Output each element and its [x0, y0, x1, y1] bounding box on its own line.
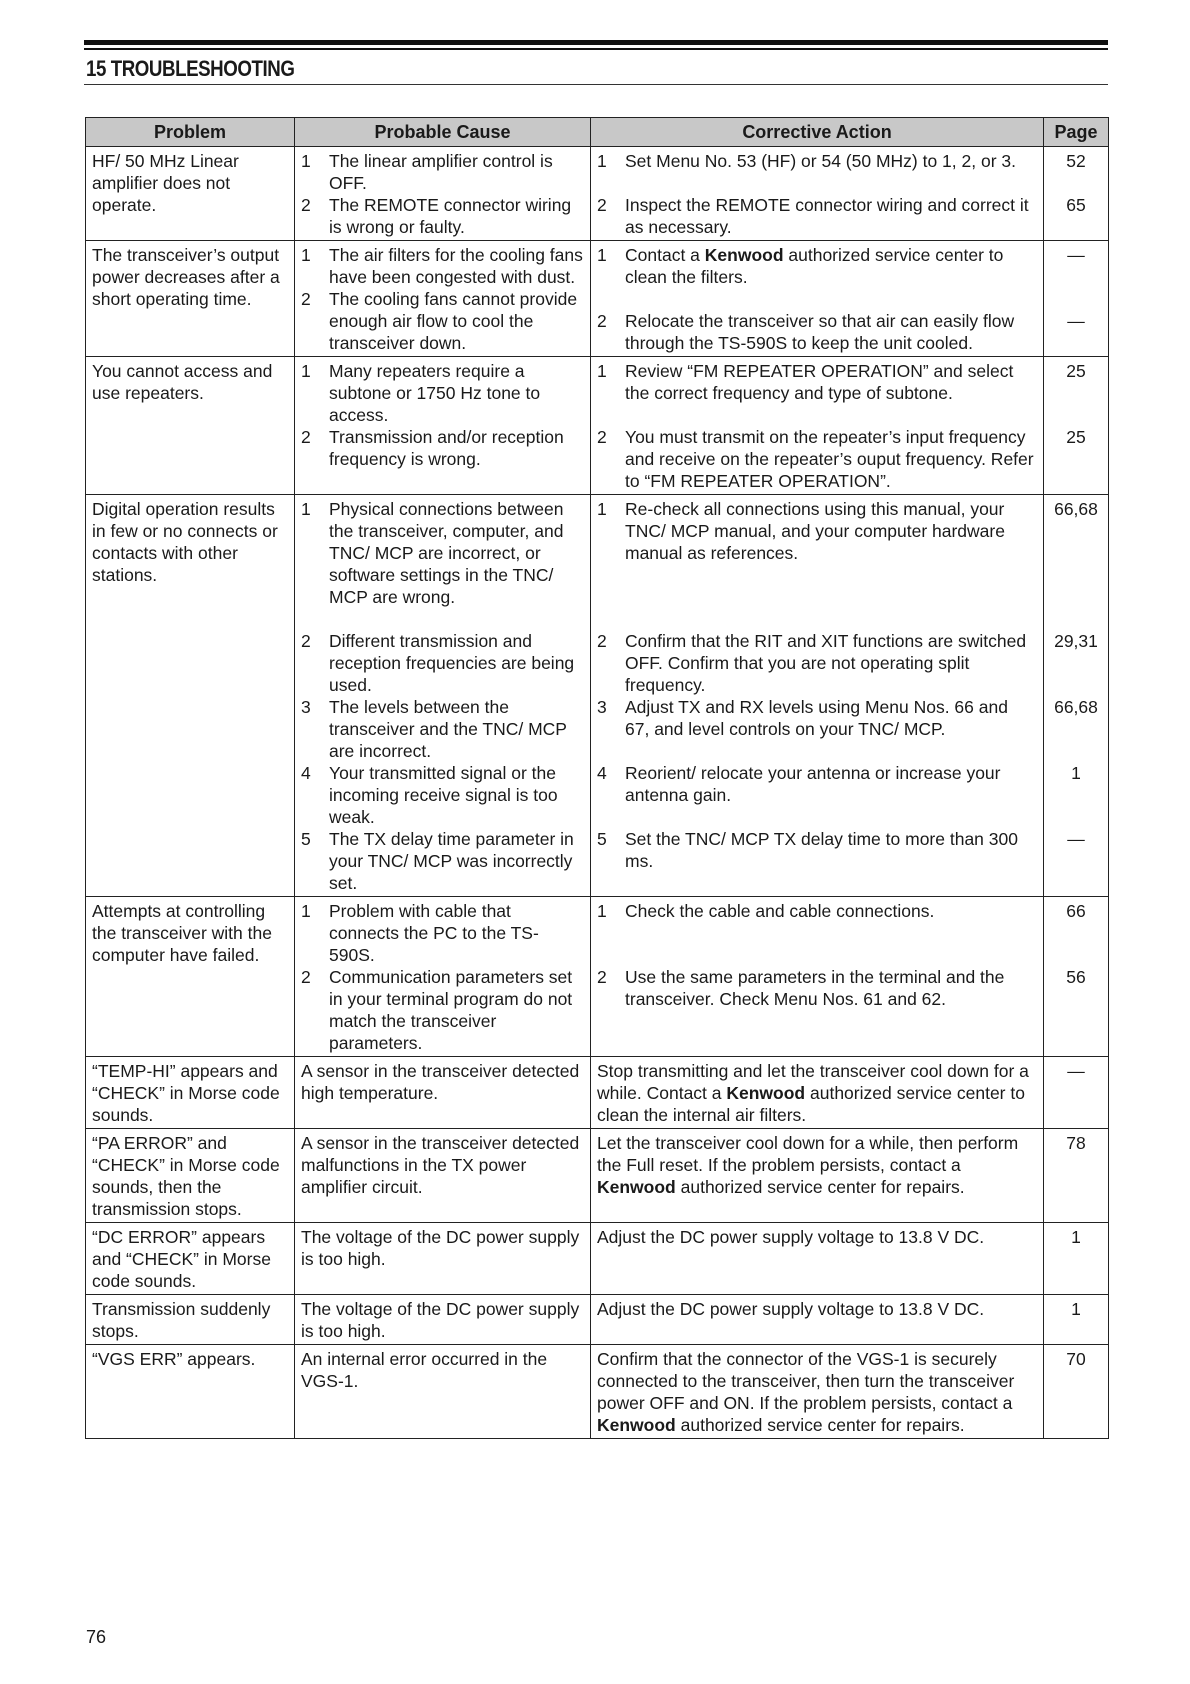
page-ref: 66 — [1066, 901, 1086, 921]
item-text: Inspect the REMOTE connector wiring and correct it as necessary. — [625, 195, 1029, 237]
cause-cell: The voltage of the DC power supply is too high. — [295, 1295, 591, 1345]
item-number: 4 — [597, 763, 607, 783]
table-row — [86, 1345, 1109, 1439]
table-header-row — [86, 118, 1109, 147]
item-number: 2 — [301, 631, 311, 651]
text-run: Stop transmitting and let the transceiver cool down for a while. Contact a — [597, 1061, 1029, 1103]
action-item — [597, 360, 1037, 426]
action-cell: Adjust the DC power supply voltage to 13.8 V DC. — [591, 1295, 1044, 1345]
header-rule-thin — [84, 48, 1108, 50]
action-cell — [591, 1345, 1044, 1439]
action-item — [597, 696, 1037, 762]
cause-cell: A sensor in the transceiver detected high temperature. — [295, 1057, 591, 1129]
action-cell — [591, 897, 1044, 1057]
item-text: Use the same parameters in the terminal and the transceiver. Check Menu Nos. 61 and 62. — [625, 967, 1005, 1009]
item-text — [625, 244, 1037, 310]
page-cell: 70 — [1044, 1345, 1109, 1439]
cause-cell — [295, 147, 591, 241]
section-title: 15 TROUBLESHOOTING — [86, 56, 295, 81]
action-cell — [591, 1057, 1044, 1129]
item-text: Physical connections between the transceiver, computer, and TNC/ MCP are incorrect, or software settings in the TNC/ MCP are wrong. — [329, 499, 564, 607]
cause-item — [301, 194, 584, 238]
problem-cell: Attempts at controlling the transceiver with the computer have failed. — [86, 897, 295, 1057]
item-number: 2 — [301, 289, 311, 309]
item-text: Set Menu No. 53 (HF) or 54 (50 MHz) to 1, 2, or 3. — [625, 151, 1016, 171]
item-number: 5 — [301, 829, 311, 849]
cause-cell — [295, 241, 591, 357]
problem-cell: Digital operation results in few or no connects or contacts with other stations. — [86, 495, 295, 897]
item-number: 2 — [301, 427, 311, 447]
table-row — [86, 357, 1109, 495]
header-rule-thick — [84, 40, 1108, 45]
action-item — [597, 150, 1037, 194]
problem-cell: Transmission suddenly stops. — [86, 1295, 295, 1345]
page-cell: 78 — [1044, 1129, 1109, 1223]
table-row — [86, 495, 1109, 897]
page-cell: — — [1044, 1057, 1109, 1129]
cause-item — [301, 762, 584, 828]
action-cell — [591, 147, 1044, 241]
text-run: authorized service center for repairs. — [675, 1177, 965, 1197]
item-text: Relocate the transceiver so that air can easily flow through the TS-590S to keep the unit cooled. — [625, 311, 1015, 353]
table-row — [86, 1057, 1109, 1129]
page-ref: 66,68 — [1054, 499, 1098, 519]
item-number: 1 — [301, 499, 311, 519]
item-number: 5 — [597, 829, 607, 849]
action-item — [597, 828, 1037, 872]
cause-cell: The voltage of the DC power supply is too high. — [295, 1223, 591, 1295]
column-header-probable-cause: Probable Cause — [295, 118, 591, 147]
cause-item — [301, 498, 584, 630]
table-row — [86, 241, 1109, 357]
column-header-page: Page — [1044, 118, 1109, 147]
problem-cell: “VGS ERR” appears. — [86, 1345, 295, 1439]
item-number: 2 — [597, 195, 607, 215]
table-row — [86, 897, 1109, 1057]
page-ref: — — [1067, 311, 1085, 331]
action-item — [597, 244, 1037, 310]
cause-item — [301, 828, 584, 894]
troubleshooting-table — [85, 117, 1109, 1439]
item-number: 1 — [597, 901, 607, 921]
item-number: 2 — [597, 967, 607, 987]
action-item — [597, 900, 1037, 966]
action-cell — [591, 357, 1044, 495]
item-text: Your transmitted signal or the incoming receive signal is too weak. — [329, 763, 558, 827]
problem-cell: “TEMP-HI” appears and “CHECK” in Morse code sounds. — [86, 1057, 295, 1129]
page-ref: 29,31 — [1054, 631, 1098, 651]
text-run: authorized service center for repairs. — [675, 1415, 965, 1435]
cause-cell: An internal error occurred in the VGS-1. — [295, 1345, 591, 1439]
item-number: 2 — [597, 631, 607, 651]
item-text: The cooling fans cannot provide enough air flow to cool the transceiver down. — [329, 289, 578, 353]
page-ref: 56 — [1066, 967, 1086, 987]
problem-cell: The transceiver’s output power decreases after a short operating time. — [86, 241, 295, 357]
item-text: Reorient/ relocate your antenna or increase your antenna gain. — [625, 763, 1001, 805]
item-text: The TX delay time parameter in your TNC/ MCP was incorrectly set. — [329, 829, 574, 893]
item-number: 2 — [597, 427, 607, 447]
table-row — [86, 1129, 1109, 1223]
cause-cell — [295, 897, 591, 1057]
brand-name: Kenwood — [704, 245, 784, 265]
item-text: The air filters for the cooling fans have been congested with dust. — [329, 245, 583, 287]
item-text: The REMOTE connector wiring is wrong or faulty. — [329, 195, 572, 237]
cause-item — [301, 696, 584, 762]
page-ref: 52 — [1066, 151, 1086, 171]
problem-cell: “DC ERROR” appears and “CHECK” in Morse code sounds. — [86, 1223, 295, 1295]
page-cell — [1044, 147, 1109, 241]
action-cell — [591, 495, 1044, 897]
item-text: Different transmission and reception frequencies are being used. — [329, 631, 575, 695]
cause-item — [301, 966, 584, 1054]
text-run: authorized service center to clean the filters. — [625, 245, 1004, 287]
item-number: 4 — [301, 763, 311, 783]
item-number: 1 — [597, 499, 607, 519]
action-item — [597, 498, 1037, 630]
page-number: 76 — [86, 1627, 107, 1647]
problem-cell: “PA ERROR” and “CHECK” in Morse code sounds, then the transmission stops. — [86, 1129, 295, 1223]
item-text: Adjust TX and RX levels using Menu Nos. 66 and 67, and level controls on your TNC/ MCP. — [625, 697, 1008, 739]
table-row — [86, 147, 1109, 241]
action-item — [597, 194, 1037, 238]
brand-name: Kenwood — [597, 1415, 676, 1435]
cause-item — [301, 900, 584, 966]
action-item — [597, 630, 1037, 696]
text-run: Let the transceiver cool down for a while, then perform the Full reset. If the problem persists, contact a — [597, 1133, 1019, 1175]
action-cell — [591, 1129, 1044, 1223]
item-text: Check the cable and cable connections. — [625, 901, 935, 921]
page-ref: 25 — [1066, 361, 1086, 381]
item-text: The linear amplifier control is OFF. — [329, 151, 553, 193]
cause-item — [301, 244, 584, 288]
text-run: Contact a — [625, 245, 705, 265]
item-number: 2 — [301, 195, 311, 215]
page-ref: 65 — [1066, 195, 1086, 215]
item-text: Re-check all connections using this manual, your TNC/ MCP manual, and your computer hardware manual as references. — [625, 499, 1005, 563]
brand-name: Kenwood — [597, 1177, 676, 1197]
item-text: Problem with cable that connects the PC to the TS-590S. — [329, 901, 539, 965]
item-number: 3 — [597, 697, 607, 717]
item-text: Communication parameters set in your terminal program do not match the transceiver parameters. — [329, 967, 573, 1053]
page-ref: 25 — [1066, 427, 1086, 447]
item-number: 3 — [301, 697, 311, 717]
problem-cell: You cannot access and use repeaters. — [86, 357, 295, 495]
item-number: 1 — [597, 245, 607, 265]
text-run: Confirm that the connector of the VGS-1 is securely connected to the transceiver, then turn the transceiver power OFF and ON. If the problem persists, contact a — [597, 1349, 1015, 1413]
item-text: Set the TNC/ MCP TX delay time to more than 300 ms. — [625, 829, 1018, 871]
page-cell — [1044, 357, 1109, 495]
page-cell — [1044, 241, 1109, 357]
cause-item — [301, 360, 584, 426]
title-underline — [84, 84, 1108, 85]
cause-cell: A sensor in the transceiver detected malfunctions in the TX power amplifier circuit. — [295, 1129, 591, 1223]
item-number: 1 — [301, 361, 311, 381]
page-ref: — — [1067, 829, 1085, 849]
action-item — [597, 966, 1037, 1010]
item-text: Many repeaters require a subtone or 1750 Hz tone to access. — [329, 361, 541, 425]
cause-item — [301, 150, 584, 194]
cause-item — [301, 426, 584, 470]
item-text: Review “FM REPEATER OPERATION” and select the correct frequency and type of subtone. — [625, 361, 1014, 403]
table-row — [86, 1295, 1109, 1345]
item-text: The levels between the transceiver and the TNC/ MCP are incorrect. — [329, 697, 567, 761]
action-cell — [591, 241, 1044, 357]
page-ref: — — [1067, 245, 1085, 265]
page-ref: 1 — [1071, 763, 1081, 783]
problem-cell: HF/ 50 MHz Linear amplifier does not operate. — [86, 147, 295, 241]
item-number: 2 — [597, 311, 607, 331]
item-text: You must transmit on the repeater’s input frequency and receive on the repeater’s ouput frequency. Refer to “FM REPEATER OPERATION”. — [625, 427, 1034, 491]
action-item — [597, 762, 1037, 828]
item-number: 1 — [301, 245, 311, 265]
action-item — [597, 426, 1037, 492]
action-item — [597, 310, 1037, 354]
page-cell — [1044, 897, 1109, 1057]
item-number: 1 — [597, 151, 607, 171]
brand-name: Kenwood — [726, 1083, 806, 1103]
cause-item — [301, 630, 584, 696]
item-text: Transmission and/or reception frequency is wrong. — [329, 427, 564, 469]
item-number: 1 — [301, 901, 311, 921]
table-row — [86, 1223, 1109, 1295]
page-cell — [1044, 495, 1109, 897]
column-header-corrective-action: Corrective Action — [591, 118, 1044, 147]
item-number: 1 — [597, 361, 607, 381]
action-cell: Adjust the DC power supply voltage to 13.8 V DC. — [591, 1223, 1044, 1295]
item-text: Confirm that the RIT and XIT functions are switched OFF. Confirm that you are not operating split frequency. — [625, 631, 1027, 695]
cause-cell — [295, 495, 591, 897]
page-ref: 66,68 — [1054, 697, 1098, 717]
text-run: authorized service center to clean the internal air filters. — [597, 1083, 1025, 1125]
page-cell: 1 — [1044, 1295, 1109, 1345]
page-cell: 1 — [1044, 1223, 1109, 1295]
cause-cell — [295, 357, 591, 495]
item-number: 1 — [301, 151, 311, 171]
column-header-problem: Problem — [86, 118, 295, 147]
cause-item — [301, 288, 584, 354]
item-number: 2 — [301, 967, 311, 987]
